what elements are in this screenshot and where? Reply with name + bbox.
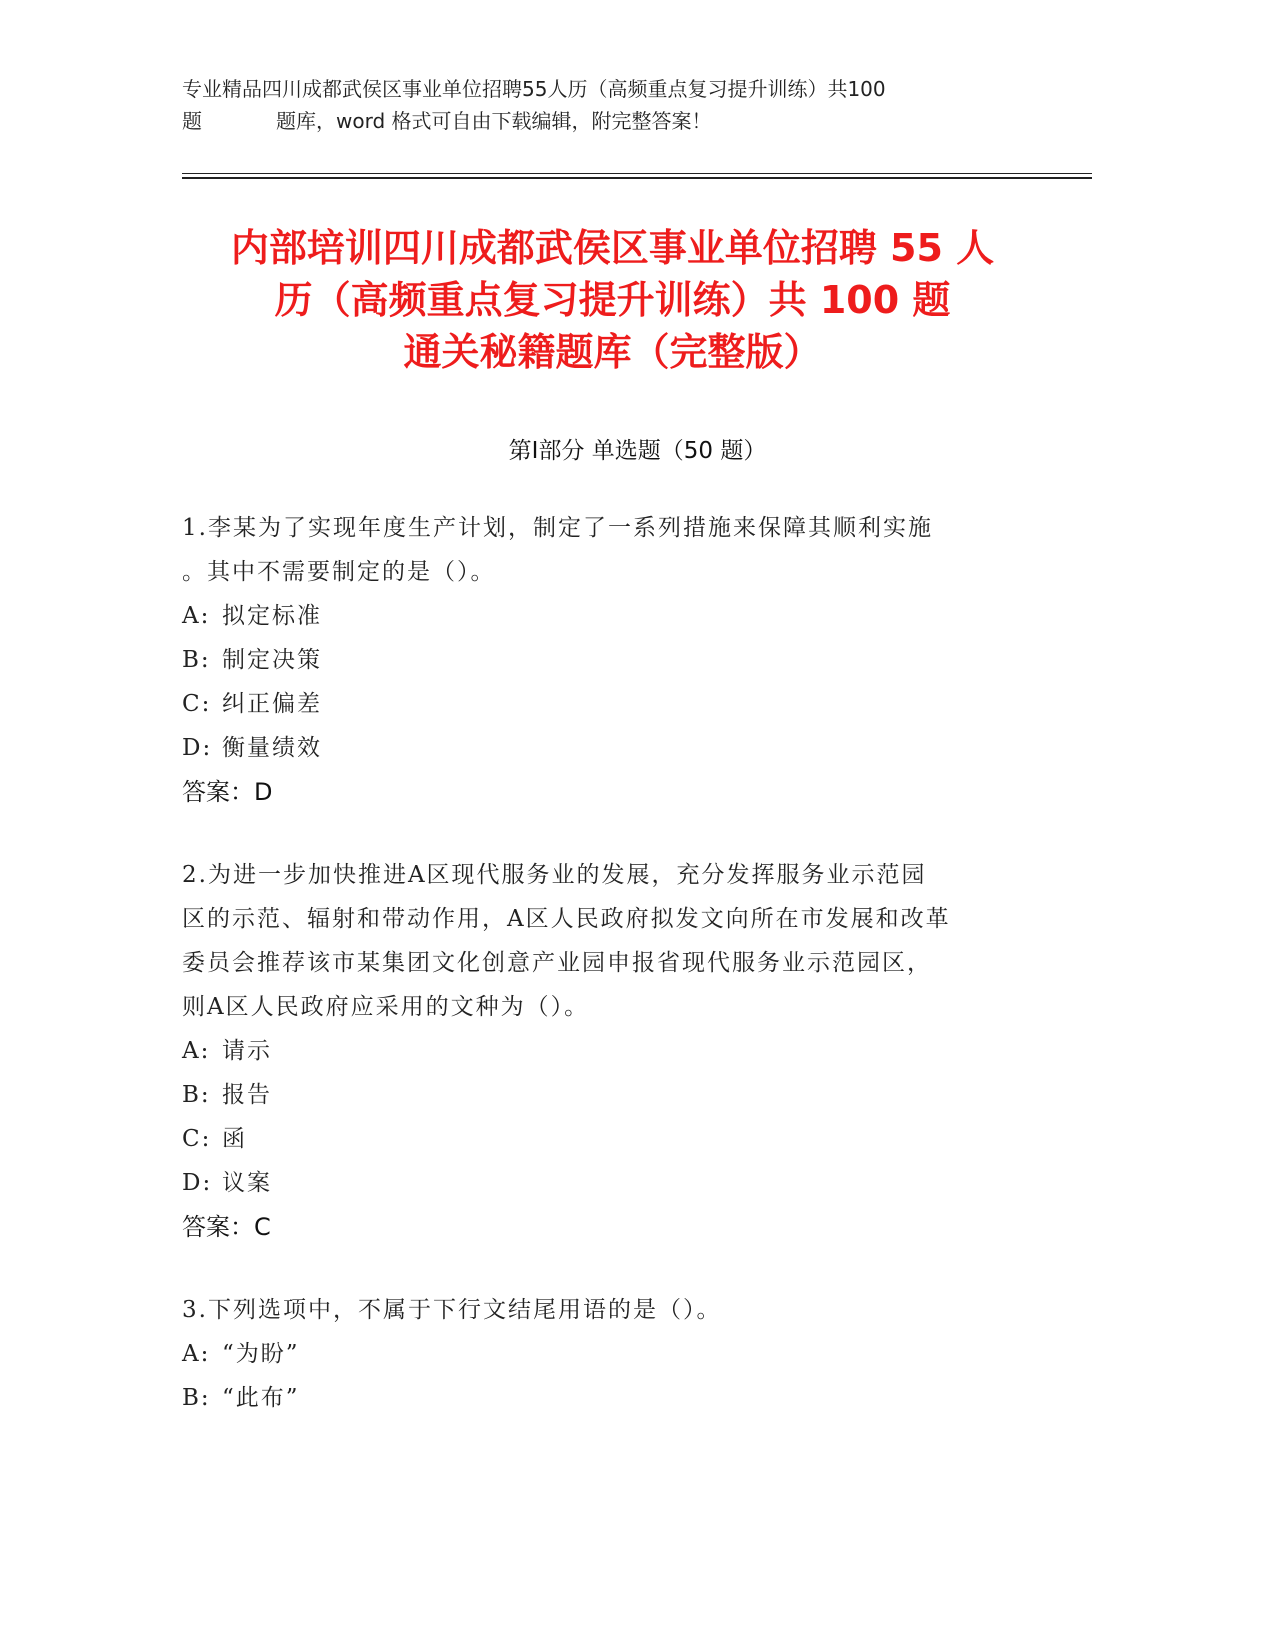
title-line-2: 历（高频重点复习提升训练）共 100 题 [274,278,951,322]
question-2-option-d: D: 议案 [182,1170,272,1196]
title-line-1: 内部培训四川成都武侯区事业单位招聘 55 人 [230,226,995,270]
question-1 [182,506,1082,814]
header-rule-thick [182,177,1092,179]
document-title [150,222,1075,378]
question-3-line-1: 3.下列选项中，不属于下行文结尾用语的是（）。 [182,1297,722,1323]
header-rule-thin [182,173,1092,174]
question-1-answer: 答案：D [182,778,273,806]
title-line-3: 通关秘籍题库（完整版） [403,330,822,374]
question-1-line-2: 。其中不需要制定的是（）。 [182,559,496,585]
question-2-option-b: B: 报告 [182,1082,272,1108]
question-1-option-b: B: 制定决策 [182,647,322,673]
question-3 [182,1288,1082,1420]
question-3-option-a: A: “为盼” [182,1341,300,1367]
header-line-1: 专业精品四川成都武侯区事业单位招聘55人历（高频重点复习提升训练）共100 [182,77,886,101]
question-2-line-3: 委员会推荐该市某集团文化创意产业园申报省现代服务业示范园区， [182,950,932,976]
question-1-line-1: 1.李某为了实现年度生产计划，制定了一系列措施来保障其顺利实施 [182,515,933,541]
question-2-line-1: 2.为进一步加快推进A区现代服务业的发展，充分发挥服务业示范园 [182,862,927,888]
question-1-option-d: D: 衡量绩效 [182,735,322,761]
header-line-2-left: 题 [182,109,202,133]
question-2-option-c: C: 函 [182,1126,247,1152]
question-2-line-4: 则A区人民政府应采用的文种为（）。 [182,994,590,1020]
header-line-2 [182,108,712,134]
header-line-2-right: 题库，word 格式可自由下载编辑，附完整答案！ [276,109,712,133]
question-2-answer: 答案：C [182,1213,271,1241]
section-title: 第Ⅰ部分 单选题（50 题） [508,438,767,464]
question-3-option-b: B: “此布” [182,1385,300,1411]
question-2-option-a: A: 请示 [182,1038,272,1064]
question-1-option-c: C: 纠正偏差 [182,691,322,717]
question-1-option-a: A: 拟定标准 [182,603,322,629]
question-2-line-2: 区的示范、辐射和带动作用，A区人民政府拟发文向所在市发展和改革 [182,906,951,932]
question-2 [182,853,1082,1249]
